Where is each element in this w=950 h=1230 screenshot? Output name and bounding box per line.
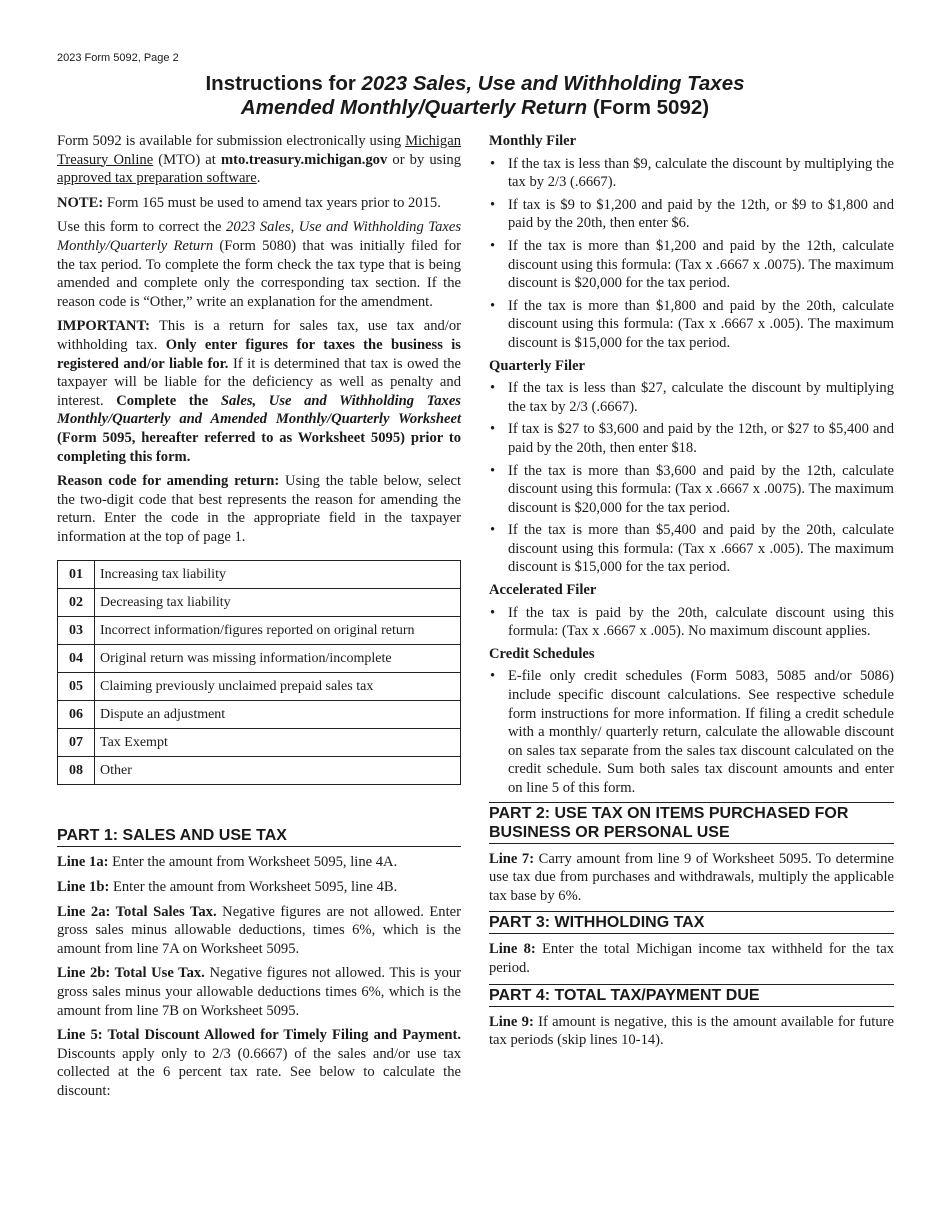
reason-code: 01 — [58, 561, 95, 589]
page-title — [0, 72, 950, 120]
list-item: • If the tax is more than $1,200 and paid by the 12th, calculate discount using this formula: (Tax x .6667 x .0075). The maximum discount is $20,000 for the tax period. — [489, 237, 894, 293]
intro-paragraph: Form 5092 is available for submission electronically using Michigan Treasury Online (MTO) at mto.treasury.michigan.gov or by using approved tax preparation software. — [57, 133, 461, 187]
mto-website: mto.treasury.michigan.gov — [220, 151, 388, 168]
title-suffix: (Form 5092) — [587, 96, 710, 119]
reason-code-table — [57, 560, 461, 785]
line-8-instruction: Line 8: Enter the total Michigan income tax withheld for the tax period. — [489, 941, 894, 976]
credit-schedules-heading: Credit Schedules — [489, 645, 595, 662]
reason-code: 05 — [58, 673, 95, 701]
monthly-filer-list — [489, 155, 894, 353]
list-item: • If the tax is less than $9, calculate the discount by multiplying the tax by 2/3 (.6667). — [489, 155, 894, 192]
note-paragraph: NOTE: Form 165 must be used to amend tax years prior to 2015. — [57, 194, 441, 211]
title-form-name: 2023 Sales, Use and Withholding Taxes — [361, 72, 745, 95]
list-item: • If the tax is less than $27, calculate the discount by multiplying the tax by 2/3 (.6667). — [489, 379, 894, 416]
credit-schedules-list — [489, 667, 894, 797]
part4-heading: PART 4: TOTAL TAX/PAYMENT DUE — [489, 984, 894, 1007]
line-2a-instruction: Line 2a: Total Sales Tax. Negative figures are not allowed. Enter gross sales minus allowable deductions, times 6%, which is the amount from line 7A on Worksheet 5095. — [57, 903, 461, 957]
line-2b-instruction: Line 2b: Total Use Tax. Negative figures not allowed. This is your gross sales minus your allowable deductions times 6%, which is the amount from line 7B on Worksheet 5095. — [57, 965, 461, 1019]
reason-description: Tax Exempt — [95, 729, 461, 757]
list-item: • If the tax is paid by the 20th, calculate discount using this formula: (Tax x .6667 x .005). No maximum discount applies. — [489, 604, 894, 641]
right-column — [489, 132, 894, 1056]
line-5-instruction: Line 5: Total Discount Allowed for Timely Filing and Payment. Discounts apply only to 2/3 (0.6667) of the sales and/or use tax collected at the 6 percent tax rate. See below to calculate the discount: — [57, 1027, 461, 1099]
table-row — [58, 757, 461, 785]
table-row — [58, 589, 461, 617]
list-item: • If tax is $9 to $1,200 and paid by the 12th, or $9 to $1,800 and paid by the 20th, then enter $6. — [489, 196, 894, 233]
line-9-instruction: Line 9: If amount is negative, this is the amount available for future tax periods (skip lines 10-14). — [489, 1013, 894, 1049]
reason-code: 02 — [58, 589, 95, 617]
title-form-name-2: Amended Monthly/Quarterly Return — [240, 96, 588, 119]
line-7-instruction: Line 7: Carry amount from line 9 of Worksheet 5095. To determine use tax due from purchases and withdrawals, multiply the applicable tax base by 6%. — [489, 850, 894, 904]
reason-description: Decreasing tax liability — [95, 589, 461, 617]
list-item: • E-file only credit schedules (Form 5083, 5085 and/or 5086) include specific discount calculations. See respective schedule form instructions for more information. If filing a credit schedule with a monthly/ quarterly return, calculate the allowable discount on sales tax separate from the sales tax discount calculated on the credit schedule. Sum both sales tax discount amounts and enter on line 5 of this form. — [489, 667, 894, 797]
use-form-paragraph: Use this form to correct the 2023 Sales, Use and Withholding Taxes Monthly/Quarterly Return (Form 5080) that was initially filed for the tax period. To complete the form check the tax type that is being amended and complete only the corresponding tax section. If the reason code is “Other,” write an explanation for the amendment. — [57, 219, 461, 310]
table-row — [58, 645, 461, 673]
page-header: 2023 Form 5092, Page 2 — [57, 52, 179, 64]
table-row — [58, 617, 461, 645]
mto-link[interactable]: Michigan Treasury Online — [57, 133, 461, 168]
monthly-filer-heading: Monthly Filer — [489, 133, 577, 149]
reason-code: 08 — [58, 757, 95, 785]
line-1b-instruction: Line 1b: Enter the amount from Worksheet 5095, line 4B. — [57, 879, 398, 896]
left-column — [57, 132, 461, 1107]
part1-heading: PART 1: SALES AND USE TAX — [57, 825, 461, 847]
list-item: • If the tax is more than $5,400 and paid by the 20th, calculate discount using this formula: (Tax x .6667 x .005). The maximum discount is $15,000 for the tax period. — [489, 521, 894, 577]
part3-heading: PART 3: WITHHOLDING TAX — [489, 911, 894, 934]
reason-code-paragraph: Reason code for amending return: Using the table below, select the two-digit code that best represents the reason for amending the return. Enter the code in the appropriate field in the taxpayer information at the top of page 1. — [57, 473, 461, 545]
reason-description: Increasing tax liability — [95, 561, 461, 589]
reason-description: Original return was missing information/incomplete — [95, 645, 461, 673]
table-row — [58, 561, 461, 589]
reason-code: 07 — [58, 729, 95, 757]
list-item: • If the tax is more than $1,800 and paid by the 20th, calculate discount using this formula: (Tax x .6667 x .005). The maximum discount is $15,000 for the tax period. — [489, 297, 894, 353]
list-item: • If the tax is more than $3,600 and paid by the 12th, calculate discount using this formula: (Tax x .6667 x .0075). The maximum discount is $20,000 for the tax period. — [489, 462, 894, 518]
table-row — [58, 701, 461, 729]
reason-description: Dispute an adjustment — [95, 701, 461, 729]
reason-code: 03 — [58, 617, 95, 645]
accelerated-filer-heading: Accelerated Filer — [489, 582, 597, 599]
approved-software-link[interactable]: approved tax preparation software — [57, 170, 257, 187]
list-item: • If tax is $27 to $3,600 and paid by the 12th, or $27 to $5,400 and paid by the 20th, then enter $18. — [489, 420, 894, 457]
reason-description: Incorrect information/figures reported on original return — [95, 617, 461, 645]
quarterly-filer-list — [489, 379, 894, 577]
reason-code: 06 — [58, 701, 95, 729]
quarterly-filer-heading: Quarterly Filer — [489, 357, 586, 374]
reason-code: 04 — [58, 645, 95, 673]
table-row — [58, 729, 461, 757]
table-row — [58, 673, 461, 701]
important-paragraph: IMPORTANT: This is a return for sales tax, use tax and/or withholding tax. Only enter figures for taxes the business is registered and/or liable for. If it is determined that tax is owed the taxpayer will be liable for the deficiency as well as penalty and interest. Complete the Sales, Use and Withholding Taxes Monthly/Quarterly and Amended Monthly/Quarterly Worksheet (Form 5095, hereafter referred to as Worksheet 5095) prior to completing this form. — [57, 318, 461, 465]
reason-description: Other — [95, 757, 461, 785]
reason-description: Claiming previously unclaimed prepaid sales tax — [95, 673, 461, 701]
line-1a-instruction: Line 1a: Enter the amount from Worksheet 5095, line 4A. — [57, 854, 398, 871]
accelerated-filer-list — [489, 604, 894, 641]
part2-heading: PART 2: USE TAX ON ITEMS PURCHASED FOR BUSINESS OR PERSONAL USE — [489, 802, 894, 844]
title-prefix: Instructions for — [205, 72, 362, 95]
